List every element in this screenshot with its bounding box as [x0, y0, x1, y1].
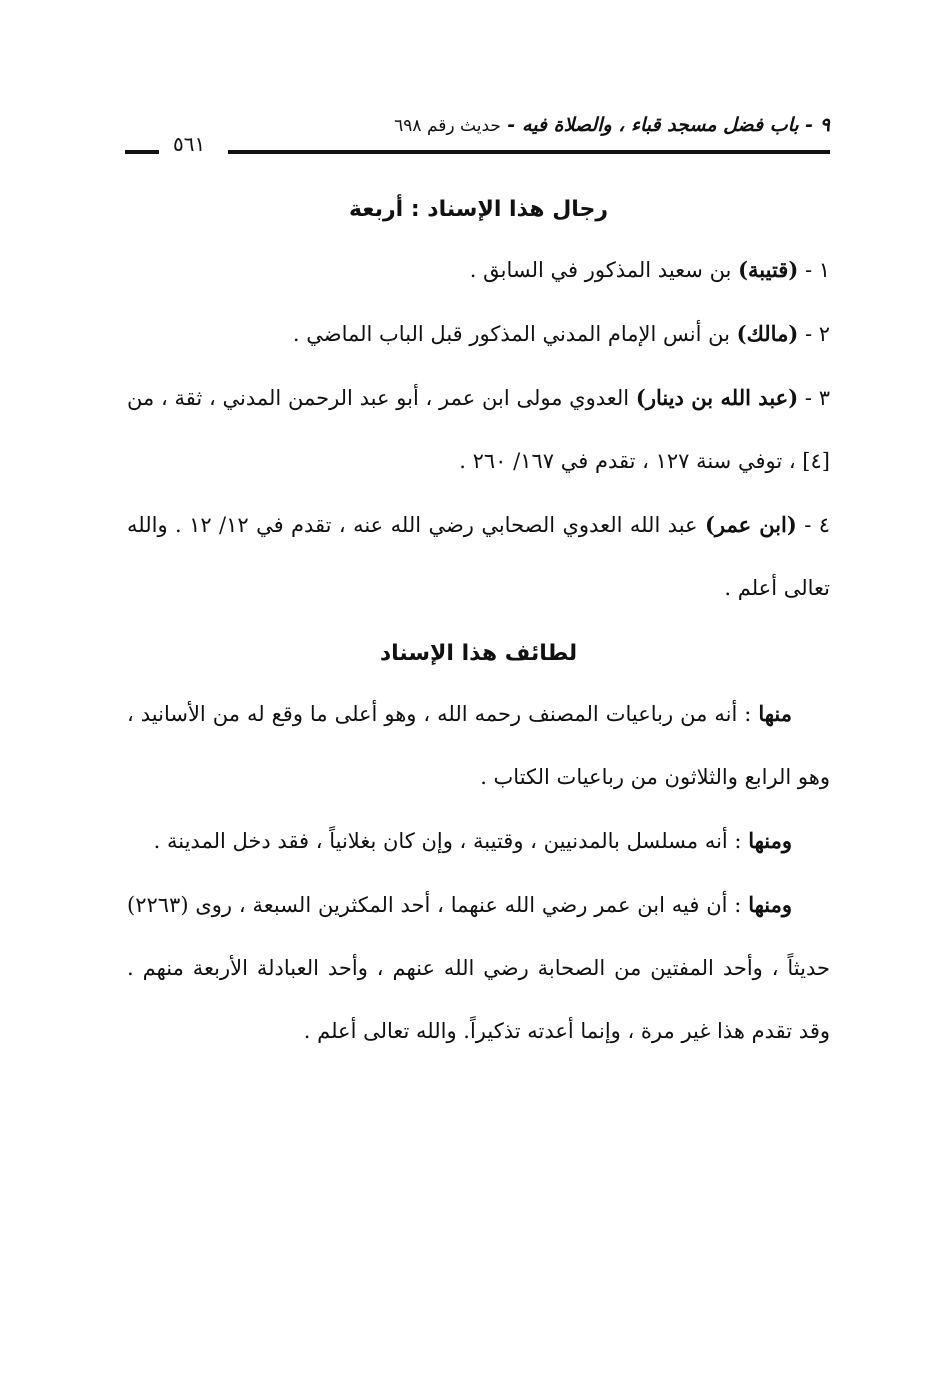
narrator-text: عبد الله العدوي الصحابي رضي الله عنه ، تقدم في ١٢/ ١٢ . والله تعالى أعلم . [127, 513, 830, 600]
narrators-heading: رجال هذا الإسناد : أربعة [348, 197, 609, 222]
narrator-item [127, 302, 830, 366]
benefit-paragraph [127, 873, 830, 1063]
hadith-reference: حديث رقم ٦٩٨ [394, 116, 501, 136]
narrator-number: ٢ - [798, 322, 830, 346]
narrator-name: (عبد الله بن دينار) [635, 385, 799, 410]
narrator-number: ٤ - [796, 513, 830, 537]
narrator-name: (قتيبة) [738, 257, 799, 282]
narrator-name: (مالك) [736, 321, 799, 346]
benefit-text: : أن فيه ابن عمر رضي الله عنهما ، أحد المكثرين السبعة ، روى (٢٢٦٣) حديثاً ، وأحد المفتين من الصحابة رضي الله عنهم ، وأحد العبادلة الأربعة منهم . وقد تقدم هذا غير مرة ، وإنما أعدته تذكيراً. والله تعالى أعلم . [127, 893, 830, 1043]
benefits-heading: لطائف هذا الإسناد [379, 641, 578, 666]
page-content [127, 190, 830, 1063]
benefit-paragraph [127, 809, 830, 873]
benefit-lead: منها [758, 701, 792, 726]
narrator-number: ١ - [798, 258, 830, 282]
benefit-lead: ومنها [748, 828, 792, 853]
narrator-text: بن أنس الإمام المدني المذكور قبل الباب الماضي . [292, 322, 737, 346]
narrator-number: ٣ - [798, 386, 830, 410]
benefit-text: : أنه مسلسل بالمدنيين ، وقتيبة ، وإن كان بغلانياً ، فقد دخل المدينة . [153, 829, 749, 853]
narrator-text: العدوي مولى ابن عمر ، أبو عبد الرحمن المدني ، ثقة ، من [٤] ، توفي سنة ١٢٧ ، تقدم في ١٦٧/ ٢٦٠ . [127, 386, 830, 473]
chapter-title: ٩ - باب فضل مسجد قباء ، والصلاة فيه [522, 114, 830, 136]
narrator-item [127, 493, 830, 620]
chapter-header [394, 114, 830, 136]
benefit-text: : أنه من رباعيات المصنف رحمه الله ، وهو أعلى ما وقع له من الأسانيد ، وهو الرابع والثلاثون من رباعيات الكتاب . [127, 702, 830, 789]
narrator-item [127, 366, 830, 493]
page-number-dash [125, 150, 159, 154]
benefit-lead: ومنها [748, 892, 792, 917]
narrator-name: (ابن عمر) [704, 512, 797, 537]
narrator-item [127, 238, 830, 302]
running-header [125, 110, 830, 160]
benefit-paragraph [127, 682, 830, 809]
page-number: ٥٦١ [173, 132, 206, 156]
header-rule [228, 150, 830, 154]
header-separator: - [500, 114, 523, 136]
narrator-text: بن سعيد المذكور في السابق . [469, 258, 739, 282]
